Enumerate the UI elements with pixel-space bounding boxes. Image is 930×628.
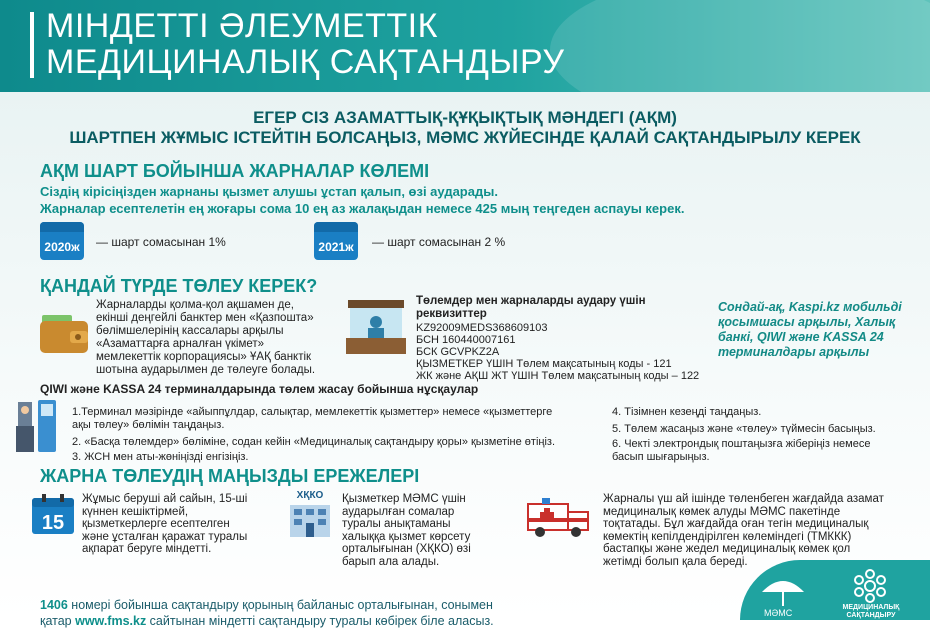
rule3-line: Жарналы үш ай ішінде төленбеген жағдайда азамат: [603, 493, 884, 505]
calendar-2020-icon: [40, 222, 84, 260]
terminal-step1-cont: ақы төлеу» бөлімін таңдаңыз.: [72, 419, 225, 431]
rule1-line: Жұмыс беруші ай сайын, 15-ші: [82, 493, 248, 505]
logo-fund-name: [836, 604, 906, 620]
header-banner: [0, 0, 930, 92]
cash-line: Жарналарды қолма-қол ақшамен де,: [96, 299, 294, 311]
rule2-line: Қызметкер МӘМС үшін: [342, 493, 466, 505]
contributions-line1: Сіздің кірісіңізден жарнаны қызмет алушы ұстап қалып, өзі аударады.: [40, 184, 498, 199]
terminal-steps-left: [72, 406, 555, 464]
rule1-line: күннен кешіктірмей,: [82, 505, 189, 518]
cash-line: бөлімшелерінің кассалары арқылы: [96, 325, 284, 337]
page-title: [46, 8, 565, 80]
subheader: [0, 108, 930, 148]
online-line: қосымшасы арқылы, Халық: [718, 315, 896, 329]
terminal-heading: QIWI және KASSA 24 терминалдарында төлем жасау бойынша нұсқаулар: [40, 382, 479, 396]
terminal-step1: 1.Терминал мәзірінде «айыппұлдар, салықтар, мемлекеттік қызметтер» немесе «қызметтерге: [72, 406, 553, 418]
rule2-line: халыққа қызмет көрсету: [342, 530, 471, 543]
calendar-day: 15: [41, 512, 65, 534]
requisite-code-122: ЖК және АҚШ ЖТ ҮШІН Төлем мақсатының коды – 122: [416, 370, 700, 382]
requisites-title-line1: Төлемдер мен жарналарды аудару үшін: [416, 295, 646, 307]
cash-line: «Азаматтарға арналған үкімет»: [96, 338, 265, 350]
rule2-text: [342, 493, 471, 568]
rule1-line: қызметкерлерге есептелген: [82, 518, 230, 530]
rule3-line: медициналық көмек алуды МӘМС пакетінде: [603, 505, 841, 518]
terminal-step2: 2. «Басқа төлемдер» бөліміне, содан кейін «Медициналық сақтандыру қоры» қызметіне өтіңіз.: [72, 436, 556, 448]
rule2-line: аударылған сомалар: [342, 505, 455, 518]
requisite-iban: KZ92009MEDS368609103: [416, 322, 548, 334]
contributions-heading: АҚМ ШАРТ БОЙЫНША ЖАРНАЛАР КӨЛЕМІ: [40, 161, 430, 181]
header-accent-bar: [30, 12, 34, 78]
footer-phone: 1406: [40, 598, 68, 612]
rule2-line: туралы анықтаманы: [342, 518, 451, 530]
rule3-line: көмектің кепілдендірілген көлеміндегі (ТМККК): [603, 530, 852, 543]
title-line1: МІНДЕТТІ ӘЛЕУМЕТТІК: [46, 7, 438, 45]
rule1-line: ақпарат беруге міндетті.: [82, 543, 212, 555]
requisite-bic: БСК GCVPKZ2A: [416, 346, 500, 358]
cash-line: шотына аударылмен де төлеуге болады.: [96, 364, 316, 376]
online-line: Сондай-ақ, Kaspi.kz мобильді: [718, 300, 902, 314]
rule3-line: жетімді болып қала береді.: [603, 555, 748, 568]
terminal-step6-cont: басып шығарыңыз.: [612, 451, 710, 463]
rules-heading: ЖАРНА ТӨЛЕУДІҢ МАҢЫЗДЫ ЕРЕЖЕЛЕРІ: [40, 466, 420, 486]
payment-terminal-icon: [10, 398, 70, 454]
snowflake-logo-icon: [852, 568, 888, 604]
requisite-code-121: ҚЫЗМЕТКЕР ҮШІН Төлем мақсатының коды - 121: [416, 358, 672, 370]
umbrella-logo-icon: [760, 570, 806, 610]
calendar-2021-icon: [314, 222, 358, 260]
payment-heading: ҚАНДАЙ ТҮРДЕ ТӨЛЕУ КЕРЕК?: [40, 276, 318, 296]
terminal-step4: 4. Тізімнен кезеңді таңдаңыз.: [612, 406, 762, 418]
footer-line2-text: сайтынан міндетті сақтандыру туралы көбірек біле аласыз.: [146, 614, 494, 628]
cash-line: мемлекеттік корпорациясы» ҰАҚ банктік: [96, 351, 312, 363]
footer-line2: [40, 614, 494, 628]
building-icon: [284, 501, 336, 539]
rate-2020: — шарт сомасынан 1%: [96, 235, 226, 249]
bank-counter-icon: [346, 300, 406, 354]
online-line: банкі, QIWI және KASSA 24: [718, 330, 884, 344]
logo-line2: САҚТАНДЫРУ: [846, 612, 896, 619]
wallet-icon: [40, 309, 90, 355]
hkko-building-icon: [284, 490, 336, 542]
footer-line1-text: номері бойынша сақтандыру қорының байланыс орталығынан, сонымен: [67, 598, 493, 612]
header-wave: [550, 0, 930, 92]
rule1-line: және ұсталған қаражат туралы: [82, 530, 248, 543]
footer-line1: [40, 598, 493, 612]
terminal-step6: 6. Чекті электрондық поштаңызға жіберіңіз немесе: [612, 438, 871, 450]
online-payment-text: [718, 300, 902, 360]
requisite-bin: БСН 160440007161: [416, 334, 516, 346]
rule3-text: [603, 493, 884, 568]
year-2021: 2021ж: [318, 240, 354, 254]
requisites-title-line2: реквизиттер: [416, 308, 487, 320]
footer-line2-start: қатар: [40, 614, 76, 628]
rule2-line: орталығынан (ХҚКО) өзі: [342, 543, 471, 555]
rule3-line: тоқтатады. Бұл жағдайда оған тегін медициналық: [603, 518, 869, 530]
rate-2021: — шарт сомасынан 2 %: [372, 235, 506, 249]
rule2-line: барып ала алады.: [342, 555, 440, 568]
online-line: терминалдары арқылы: [718, 345, 870, 359]
logo-mams: МӘМС: [764, 608, 793, 618]
subheader-line1: ЕГЕР СІЗ АЗАМАТТЫҚ-ҚҰҚЫҚТЫҚ МӘНДЕГІ (АҚМ): [253, 108, 677, 127]
terminal-step3: 3. ЖСН мен аты-жөніңізді енгізіңіз.: [72, 451, 249, 463]
requisites-title: [416, 295, 646, 321]
requisites-list: [416, 322, 699, 382]
contributions-line2: Жарналар есептелетін ең жоғары сома 10 ең аз жалақыдан немесе 425 мың теңгеден аспауы керек.: [40, 201, 685, 216]
title-line2: МЕДИЦИНАЛЫҚ САҚТАНДЫРУ: [46, 43, 565, 81]
logo-area: [740, 560, 930, 620]
ambulance-icon: [526, 496, 592, 538]
rule3-line: бастапқы және жедел медициналық көмек қол: [603, 543, 851, 555]
terminal-step5: 5. Төлем жасаңыз және «төлеу» түймесін басыңыз.: [612, 423, 876, 435]
terminal-steps-right: [612, 406, 876, 464]
rule1-text: [82, 493, 247, 556]
cash-line: екінші деңгейлі банктер мен «Қазпошта»: [96, 312, 314, 324]
hkko-label: ХҚКО: [296, 490, 324, 501]
year-2020: 2020ж: [44, 240, 80, 254]
subheader-line2: ШАРТПЕН ЖҰМЫС ІСТЕЙТІН БОЛСАҢЫЗ, МӘМС ЖҮЙЕСІНДЕ ҚАЛАЙ САҚТАНДЫРЫЛУ КЕРЕК: [69, 128, 861, 147]
cash-payment-text: [96, 299, 315, 377]
calendar-15-icon: [32, 494, 74, 534]
logo-line1: МЕДИЦИНАЛЫҚ: [842, 604, 900, 611]
footer-site-link[interactable]: www.fms.kz: [75, 614, 147, 628]
